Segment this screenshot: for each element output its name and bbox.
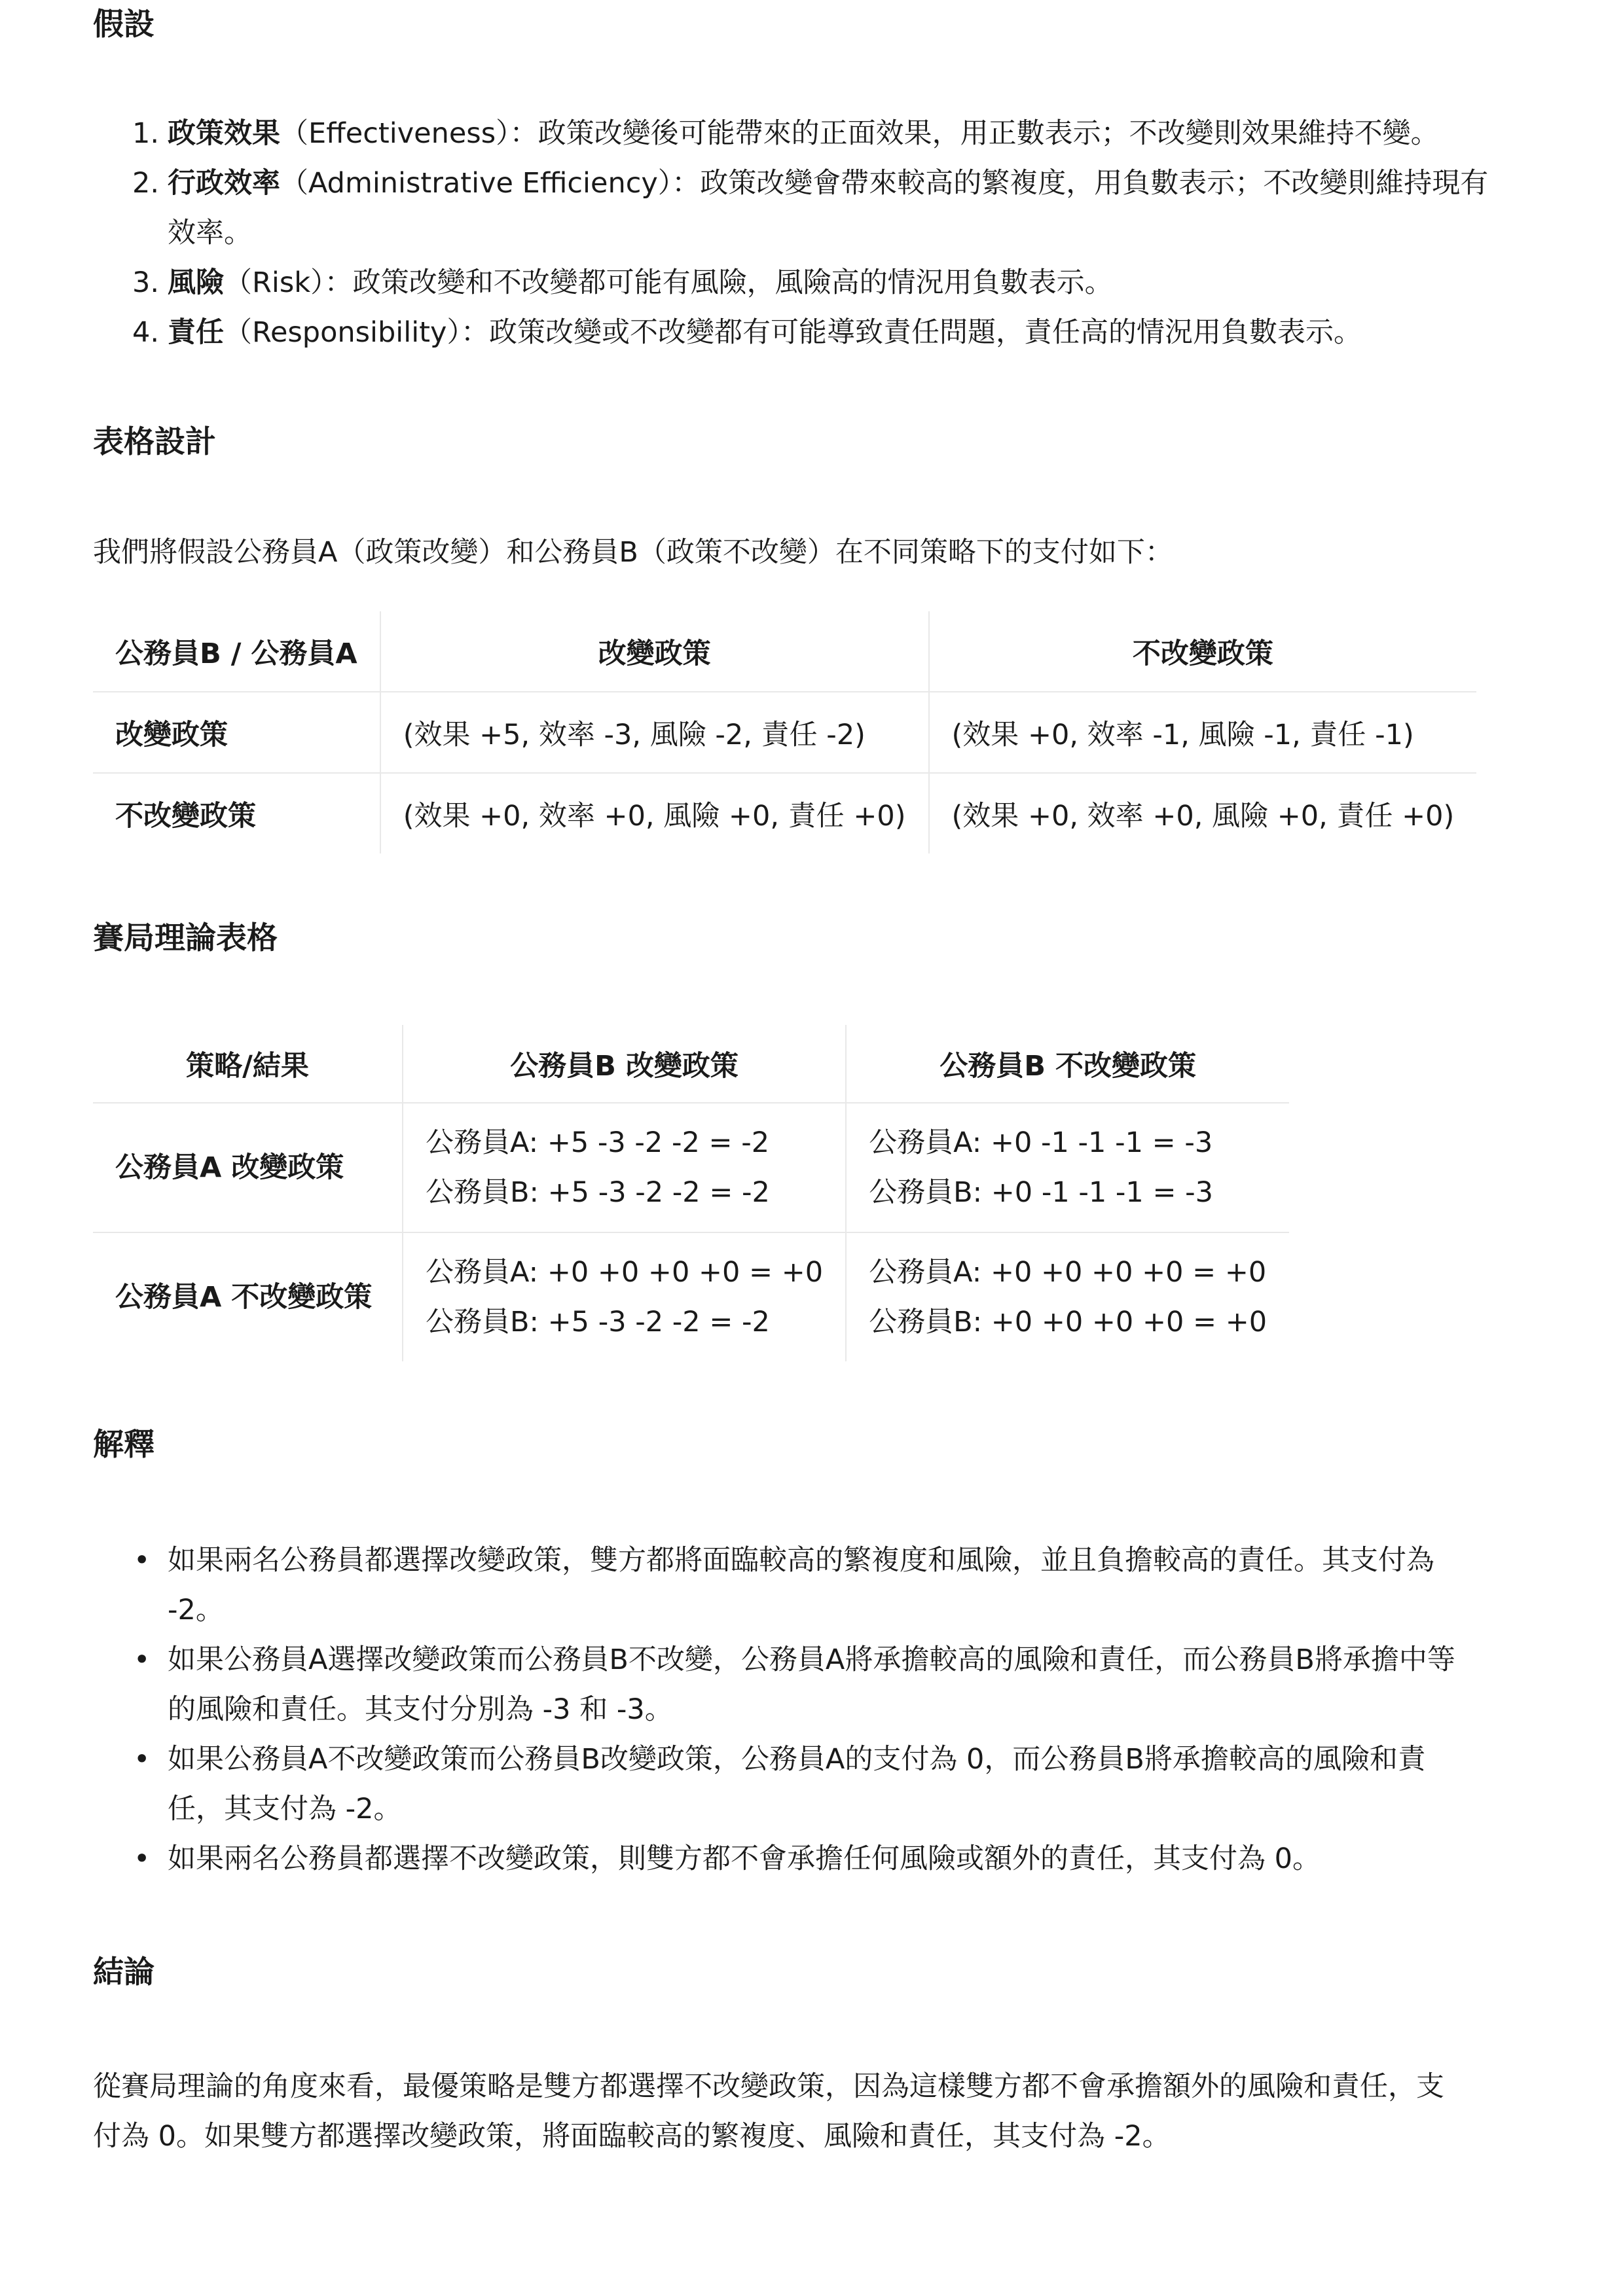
- payoff-table: [93, 611, 1476, 853]
- table-header-cell: 策略/結果: [93, 1025, 403, 1103]
- explanation-text-continued: -2。: [168, 1594, 224, 1626]
- table-cell: (效果 +0, 效率 -1, 風險 -1, 責任 -1): [929, 692, 1477, 773]
- assumption-text-continued: 效率。: [168, 217, 252, 249]
- conclusion-heading: 結論: [93, 1954, 155, 1990]
- row-header: 不改變政策: [93, 773, 380, 853]
- assumption-term: 責任: [168, 316, 224, 349]
- game-theory-table: [93, 1025, 1289, 1361]
- row-header: 公務員A 不改變政策: [93, 1232, 403, 1361]
- assumption-term: 政策效果: [168, 117, 280, 150]
- conclusion-text-continued: 付為 0。如果雙方都選擇改變政策，將面臨較高的繁複度、風險和責任，其支付為 -2。: [93, 2120, 1171, 2153]
- explanation-text-continued: 的風險和責任。其支付分別為 -3 和 -3。: [168, 1693, 673, 1726]
- assumption-item-effectiveness: [93, 109, 1533, 158]
- table-header-row: [93, 1025, 1289, 1103]
- explanation-text: 如果兩名公務員都選擇改變政策，雙方都將面臨較高的繁複度和風險，並且負擔較高的責任。其支付為: [168, 1544, 1434, 1577]
- conclusion-text: 從賽局理論的角度來看，最優策略是雙方都選擇不改變政策，因為這樣雙方都不會承擔額外的風險和責任，支: [93, 2070, 1444, 2103]
- table-row: [93, 1232, 1289, 1361]
- assumptions-heading: 假設: [93, 7, 155, 43]
- assumption-text: （Administrative Efficiency）：政策改變會帶來較高的繁複度，用負數表示；不改變則維持現有: [280, 167, 1489, 200]
- payoff-b: 公務員B: +0 -1 -1 -1 = -3: [869, 1176, 1214, 1209]
- payoff-cell: [403, 1103, 846, 1232]
- list-number: 2.: [132, 167, 160, 200]
- explanation-text: 如果公務員A不改變政策而公務員B改變政策，公務員A的支付為 0，而公務員B將承擔較高的風險和責: [168, 1743, 1426, 1776]
- conclusion-paragraph: [93, 2062, 1444, 2161]
- explanation-heading: 解釋: [93, 1427, 155, 1463]
- table-cell: (效果 +0, 效率 +0, 風險 +0, 責任 +0): [380, 773, 929, 853]
- payoff-cell: [846, 1103, 1289, 1232]
- explanation-text-continued: 任，其支付為 -2。: [168, 1793, 402, 1825]
- list-number: 3.: [132, 266, 160, 299]
- payoff-a: 公務員A: +0 -1 -1 -1 = -3: [869, 1126, 1213, 1159]
- table-header-cell: 不改變政策: [929, 611, 1477, 692]
- explanation-item: [93, 1535, 1533, 1635]
- explanation-item: [93, 1635, 1533, 1734]
- payoff-cell: [846, 1232, 1289, 1361]
- table-cell: (效果 +0, 效率 +0, 風險 +0, 責任 +0): [951, 799, 1455, 833]
- assumption-text: （Risk）：政策改變和不改變都可能有風險，風險高的情況用負數表示。: [224, 266, 1113, 299]
- table-row: [93, 773, 1476, 853]
- assumptions-list: [93, 109, 1533, 357]
- explanation-item: [93, 1734, 1533, 1834]
- row-header: 公務員A 改變政策: [93, 1103, 403, 1232]
- payoff-b: 公務員B: +0 +0 +0 +0 = +0: [869, 1306, 1267, 1338]
- table-cell: (效果 +5, 效率 -3, 風險 -2, 責任 -2): [380, 692, 929, 773]
- table-header-cell: 公務員B 不改變政策: [846, 1025, 1289, 1103]
- row-header: 改變政策: [93, 692, 380, 773]
- explanation-text: 如果兩名公務員都選擇不改變政策，則雙方都不會承擔任何風險或額外的責任，其支付為 0。: [168, 1842, 1321, 1875]
- explanation-list: [93, 1535, 1533, 1884]
- table-header-cell: 改變政策: [380, 611, 929, 692]
- assumption-term: 行政效率: [168, 167, 280, 200]
- payoff-b: 公務員B: +5 -3 -2 -2 = -2: [426, 1306, 770, 1338]
- bullet-icon: •: [134, 1544, 151, 1577]
- table-row: [93, 1103, 1289, 1232]
- bullet-icon: •: [134, 1643, 151, 1676]
- table-header-row: [93, 611, 1476, 692]
- list-number: 4.: [132, 316, 160, 349]
- payoff-a: 公務員A: +0 +0 +0 +0 = +0: [426, 1256, 824, 1289]
- table-design-intro: 我們將假設公務員A（政策改變）和公務員B（政策不改變）在不同策略下的支付如下：: [93, 536, 1173, 569]
- table-design-heading: 表格設計: [93, 424, 216, 460]
- assumption-item-efficiency: [93, 158, 1533, 258]
- game-table-heading: 賽局理論表格: [93, 920, 278, 956]
- assumption-item-risk: [93, 258, 1533, 308]
- payoff-b: 公務員B: +5 -3 -2 -2 = -2: [426, 1176, 770, 1209]
- assumption-text: （Responsibility）：政策改變或不改變都有可能導致責任問題，責任高的情況用負數表示。: [224, 316, 1362, 349]
- payoff-a: 公務員A: +5 -3 -2 -2 = -2: [426, 1126, 770, 1159]
- table-row: [93, 692, 1476, 773]
- explanation-text: 如果公務員A選擇改變政策而公務員B不改變，公務員A將承擔較高的風險和責任，而公務員B將承擔中等: [168, 1643, 1455, 1676]
- assumption-term: 風險: [168, 266, 224, 299]
- explanation-item: [93, 1834, 1533, 1884]
- bullet-icon: •: [134, 1743, 151, 1776]
- payoff-a: 公務員A: +0 +0 +0 +0 = +0: [869, 1256, 1267, 1289]
- assumption-text: （Effectiveness）：政策改變後可能帶來的正面效果，用正數表示；不改變則效果維持不變。: [280, 117, 1439, 150]
- bullet-icon: •: [134, 1842, 151, 1875]
- table-header-cell: 公務員B 改變政策: [403, 1025, 846, 1103]
- assumption-item-responsibility: [93, 308, 1533, 357]
- list-number: 1.: [132, 117, 160, 150]
- payoff-cell: [403, 1232, 846, 1361]
- table-header-cell: 公務員B / 公務員A: [93, 611, 380, 692]
